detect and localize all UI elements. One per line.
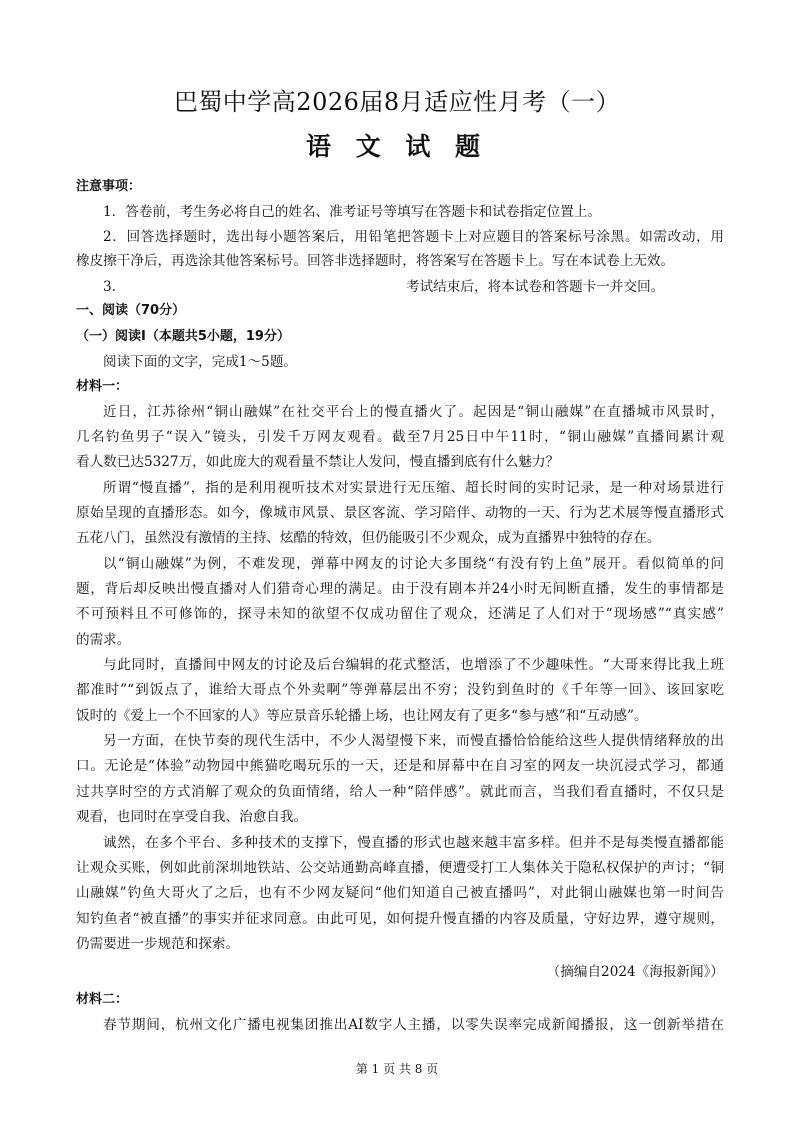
material-1-line: 让观众买账，例如此前深圳地铁站、公交站通勤高峰直播，便遭受打工人集体关于隐私权保护的声讨；“铜 xyxy=(76,860,724,876)
material-1-line: 知钓鱼者“被直播”的事实并征求同意。由此可见，如何提升慢直播的内容及质量，守好边界，遵守规则， xyxy=(76,911,724,927)
material-1-line: 口。无论是“体验”动物园中熊猫吃喝玩乐的一天，还是和屏幕中在自习室的网友一块沉浸式学习，都通 xyxy=(76,758,724,774)
section-instruction: 阅读下面的文字，完成1～5题。 xyxy=(103,354,298,370)
exam-subject-title: 语 文 试 题 xyxy=(305,132,489,161)
material-1-line: 所谓“慢直播”，指的是利用视听技术对实景进行无压缩、超长时间的实时记录，是一种对场景进行 xyxy=(103,480,724,496)
material-1-line: 不可预料且不可修饰的，探寻未知的欲望不仅成功留住了观众，还满足了人们对于“现场感”“真实感” xyxy=(76,606,724,622)
notice-heading: 注意事项： xyxy=(76,179,142,194)
material-1-label: 材料一： xyxy=(76,379,129,394)
material-1-line: 原始呈现的直播形态。如今，像城市风景、景区客流、学习陪伴、动物的一天、行为艺术展等慢直播形式 xyxy=(76,505,724,521)
section-heading: 一、阅读（70分） xyxy=(76,303,186,318)
material-1-line: 题，背后却反映出慢直播对人们猎奇心理的满足。由于没有剧本并24小时无间断直播，发生的事情都是 xyxy=(76,581,724,597)
notice-item-3-number: 3． xyxy=(103,279,126,295)
material-1-line: 五花八门，虽然没有激情的主持、炫酷的特效，但仍能吸引不少观众，成为直播界中独特的存在。 xyxy=(76,530,661,546)
material-1-line: 诚然，在多个平台、多种技术的支撑下，慢直播的形式也越来越丰富多样。但并不是每类慢直播都能 xyxy=(103,835,724,851)
material-1-line: 都准时”“到饭点了，谁给大哥点个外卖啊”等弹幕层出不穷；没钓到鱼时的《千年等一回》、该回家吃 xyxy=(76,682,724,698)
notice-item-1: 1．答卷前，考生务必将自己的姓名、准考证号等填写在答题卡和试卷指定位置上。 xyxy=(103,204,602,220)
material-2-label: 材料二： xyxy=(76,992,129,1007)
exam-title: 巴蜀中学高2026届8月适应性月考（一） xyxy=(173,88,621,116)
material-1-line: 观看，也同时在享受自我、治愈自我。 xyxy=(76,809,308,825)
material-1-line: 过共享时空的方式消解了观众的负面情绪，给人一种“陪伴感”。就此而言，当我们看直播时，不仅只是 xyxy=(76,784,724,800)
material-1-line: 近日，江苏徐州“铜山融媒”在社交平台上的慢直播火了。起因是“铜山融媒”在直播城市风景时， xyxy=(103,404,724,420)
material-1-line: 另一方面，在快节奏的现代生活中，不少人渴望慢下来，而慢直播恰恰能给这些人提供情绪释放的出 xyxy=(103,733,724,749)
material-1-line: 几名钓鱼男子“误入”镜头，引发千万网友观看。截至7月25日中午11时，“铜山融媒”直播间累计观 xyxy=(76,429,724,445)
material-1-line: 与此同时，直播间中网友的讨论及后台编辑的花式整活，也增添了不少趣味性。“大哥来得比我上班 xyxy=(103,657,724,673)
material-1-source: （摘编自2024《海报新闻》） xyxy=(546,964,724,980)
material-1-line: 饭时的《爱上一个不回家的人》等应景音乐轮播上场，也让网友有了更多“参与感”和“互动感”。 xyxy=(76,708,648,724)
notice-item-2-line-1: 2．回答选择题时，选出每小题答案后，用铅笔把答题卡上对应题目的答案标号涂黑。如需改动，用 xyxy=(103,229,724,245)
page-footer: 第 1 页 共 8 页 xyxy=(355,1062,439,1076)
material-1-line: 山融媒”钓鱼大哥火了之后，也有不少网友疑问“他们知道自己被直播吗”，对此铜山融媒也第一时间告 xyxy=(76,885,724,901)
notice-item-3-text: 考试结束后，将本试卷和答题卡一并交回。 xyxy=(406,279,665,295)
material-2-line: 春节期间，杭州文化广播电视集团推出AI数字人主播，以零失误率完成新闻播报，这一创新举措在 xyxy=(103,1017,724,1033)
section-subheading: （一）阅读Ⅰ（本题共5小题，19分） xyxy=(76,329,290,344)
material-1-line: 仍需要进一步规范和探索。 xyxy=(76,936,240,952)
material-1-line: 以“铜山融媒”为例，不难发现，弹幕中网友的讨论大多围绕“有没有钓上鱼”展开。看似简单的问 xyxy=(103,556,724,572)
notice-item-2-line-2: 橡皮擦干净后，再选涂其他答案标号。回答非选择题时，将答案写在答题卡上。写在本试卷上无效。 xyxy=(76,253,675,269)
material-1-line: 的需求。 xyxy=(76,632,131,648)
material-1-line: 看人数已达5327万，如此庞大的观看量不禁让人发问，慢直播到底有什么魅力？ xyxy=(76,454,560,470)
